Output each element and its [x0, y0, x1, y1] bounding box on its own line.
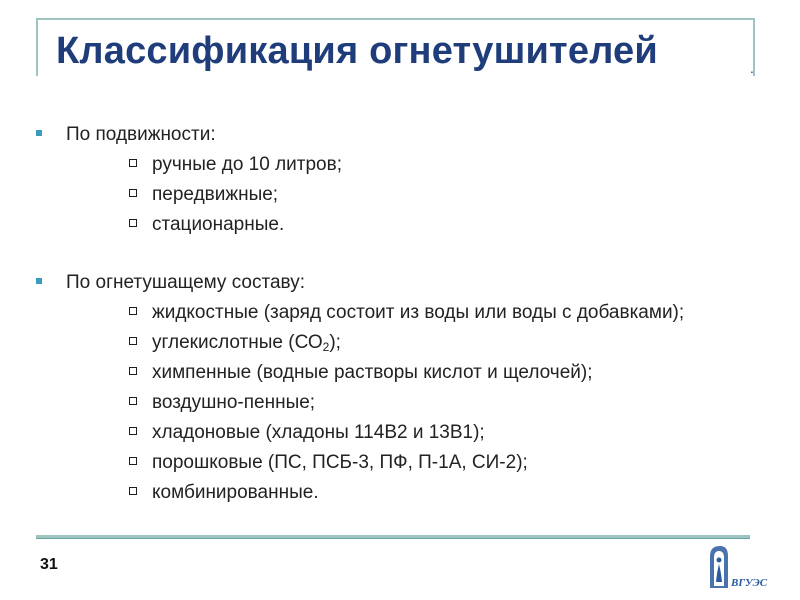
list-item [36, 421, 786, 451]
square-bullet-icon [36, 130, 42, 136]
subscript-text: 2 [322, 340, 330, 354]
list-item-text: хладоновые (хладоны 114В2 и 13В1); [152, 422, 485, 443]
section-heading-text: По огнетушащему составу: [66, 272, 305, 293]
list-item-text: углекислотные (СО [152, 332, 323, 353]
list-item-text: порошковые (ПС, ПСБ-3, ПФ, П-1А, СИ-2); [152, 452, 528, 473]
hollow-square-bullet-icon [129, 189, 137, 197]
list-item-text: воздушно-пенные; [152, 392, 316, 413]
list-item [36, 301, 786, 331]
list-item [36, 391, 786, 421]
hollow-square-bullet-icon [129, 307, 137, 315]
slide-content [36, 123, 786, 511]
section-heading [36, 271, 786, 301]
list-item-text: ручные до 10 литров; [152, 154, 342, 175]
list-item-text: ); [329, 332, 341, 353]
university-logo-icon [704, 542, 768, 592]
list-item [36, 213, 786, 243]
sub-list [36, 301, 786, 511]
list-item [36, 183, 786, 213]
section-composition [36, 271, 786, 511]
logo-lettering: ВГУЭС [731, 577, 768, 589]
title-dot: . [750, 60, 754, 76]
hollow-square-bullet-icon [129, 397, 137, 405]
hollow-square-bullet-icon [129, 159, 137, 167]
list-item-text: жидкостные (заряд состоит из воды или воды с добавками); [152, 302, 685, 323]
list-item [36, 481, 786, 511]
list-item-text: комбинированные. [152, 482, 319, 503]
hollow-square-bullet-icon [129, 367, 137, 375]
hollow-square-bullet-icon [129, 219, 137, 227]
section-heading [36, 123, 786, 153]
page-number: 31 [40, 556, 58, 573]
hollow-square-bullet-icon [129, 457, 137, 465]
list-item [36, 331, 786, 361]
hollow-square-bullet-icon [129, 487, 137, 495]
slide-title: Классификация огнетушителей [56, 30, 658, 72]
list-item-text: химпенные (водные растворы кислот и щелочей); [152, 362, 593, 383]
footer-divider [36, 535, 750, 539]
hollow-square-bullet-icon [129, 337, 137, 345]
sub-list [36, 153, 786, 243]
section-heading-text: По подвижности: [66, 124, 216, 145]
list-item [36, 451, 786, 481]
list-item [36, 153, 786, 183]
hollow-square-bullet-icon [129, 427, 137, 435]
list-item-text: передвижные; [152, 184, 279, 205]
list-item-text: стационарные. [152, 214, 285, 235]
list-item [36, 361, 786, 391]
section-mobility [36, 123, 786, 243]
square-bullet-icon [36, 278, 42, 284]
